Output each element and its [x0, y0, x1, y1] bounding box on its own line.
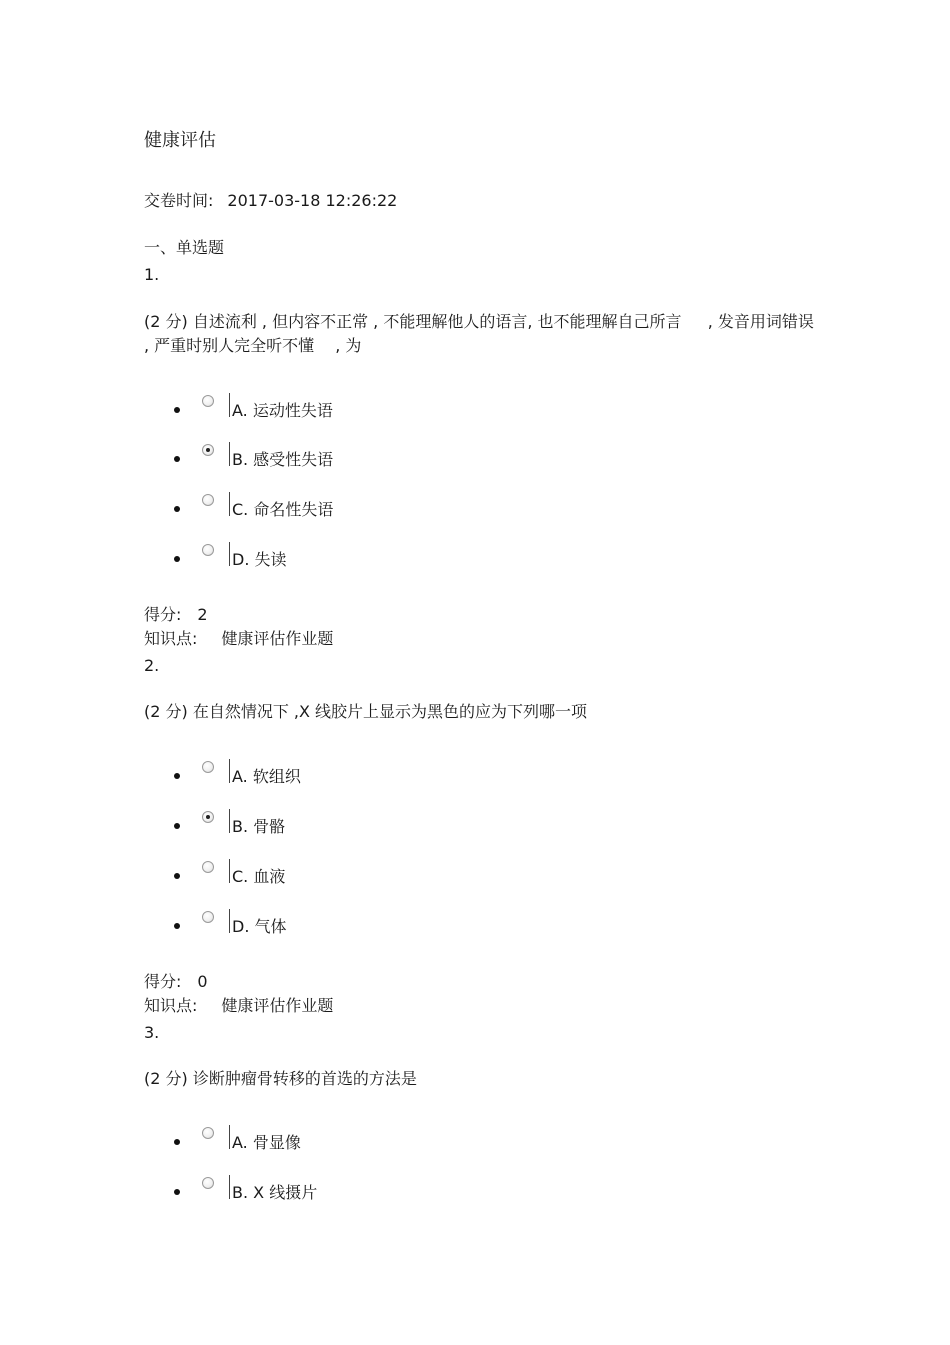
bullet-icon: [174, 923, 180, 929]
radio-checked-icon[interactable]: [202, 444, 214, 456]
score: [144, 605, 208, 625]
radio-icon[interactable]: [202, 395, 214, 407]
option-label: D. 失读: [232, 550, 287, 569]
knowledge-point-value: 健康评估作业题: [221, 629, 334, 648]
option-label: B. X 线摄片: [232, 1183, 318, 1202]
divider: [229, 442, 230, 466]
bullet-icon: [174, 773, 180, 779]
score: [144, 972, 208, 992]
bullet-icon: [174, 556, 180, 562]
radio-icon[interactable]: [202, 1177, 214, 1189]
divider: [229, 909, 230, 933]
question-number: 2.: [144, 656, 160, 675]
radio-icon[interactable]: [202, 911, 214, 923]
option-label: C. 血液: [232, 867, 286, 886]
score-label: 得分:: [144, 605, 182, 624]
divider: [229, 1175, 230, 1199]
bullet-icon: [174, 1139, 180, 1145]
divider: [229, 1125, 230, 1149]
radio-icon[interactable]: [202, 544, 214, 556]
knowledge-point-label: 知识点:: [144, 996, 198, 1015]
option-label: A. 软组织: [232, 767, 301, 786]
bullet-icon: [174, 873, 180, 879]
question-number: 3.: [144, 1023, 160, 1042]
page-title: 健康评估: [144, 130, 216, 151]
divider: [229, 542, 230, 566]
score-value: 2: [197, 605, 208, 624]
submit-time-label: 交卷时间:: [144, 191, 214, 210]
question-text: (2 分) 自述流利 , 但内容不正常 , 不能理解他人的语言, 也不能理解自己所言 , 发音用词错误 , 严重时别人完全听不懂 , 为: [144, 312, 814, 355]
bullet-icon: [174, 506, 180, 512]
divider: [229, 859, 230, 883]
option-label: D. 气体: [232, 917, 287, 936]
question-text: (2 分) 在自然情况下 ,X 线胶片上显示为黑色的应为下列哪一项: [144, 702, 588, 721]
option-label: A. 骨显像: [232, 1133, 301, 1152]
option-label: B. 骨骼: [232, 817, 286, 836]
divider: [229, 759, 230, 783]
score-label: 得分:: [144, 972, 182, 991]
radio-icon[interactable]: [202, 494, 214, 506]
radio-icon[interactable]: [202, 761, 214, 773]
knowledge-point-value: 健康评估作业题: [221, 996, 334, 1015]
divider: [229, 492, 230, 516]
bullet-icon: [174, 823, 180, 829]
divider: [229, 809, 230, 833]
radio-icon[interactable]: [202, 861, 214, 873]
option-label: C. 命名性失语: [232, 500, 334, 519]
radio-icon[interactable]: [202, 1127, 214, 1139]
bullet-icon: [174, 407, 180, 413]
score-value: 0: [197, 972, 208, 991]
question-text: (2 分) 诊断肿瘤骨转移的首选的方法是: [144, 1069, 417, 1088]
option-label: B. 感受性失语: [232, 450, 334, 469]
divider: [229, 393, 230, 417]
submit-time-value: 2017-03-18 12:26:22: [227, 191, 398, 210]
section-heading: 一、单选题: [144, 238, 225, 257]
bullet-icon: [174, 456, 180, 462]
bullet-icon: [174, 1189, 180, 1195]
option-label: A. 运动性失语: [232, 401, 333, 420]
radio-checked-icon[interactable]: [202, 811, 214, 823]
knowledge-point-label: 知识点:: [144, 629, 198, 648]
knowledge-point: [144, 996, 333, 1016]
knowledge-point: [144, 629, 333, 649]
question-number: 1.: [144, 265, 160, 284]
submit-time: [144, 191, 397, 211]
